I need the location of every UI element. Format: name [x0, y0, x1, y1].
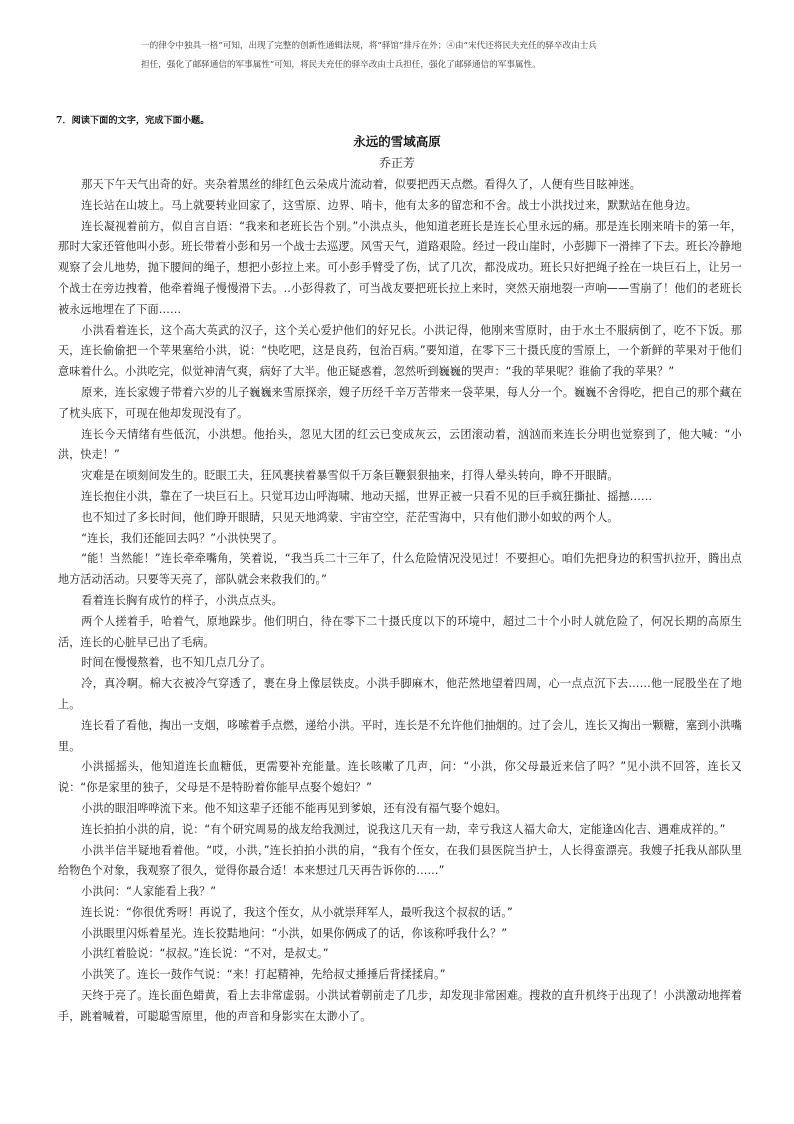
paragraph: 小洪半信半疑地看着他。“哎，小洪，”连长拍拍小洪的肩，“我有个侄女，在我们县医院当护士，人长得蛮漂亮。我嫂子托我从部队里给物色个对象，我观察了很久，觉得你最合适！本来想过几天再告诉你的……” — [58, 843, 742, 878]
paragraph: 小洪的眼泪哗哗流下来。他不知这辈子还能不能再见到爹娘，还有没有福气娶个媳妇。 — [81, 801, 507, 815]
paragraph: 小洪眼里闪烁着星光。连长狡黠地问：“小洪，如果你俩成了的话，你该称呼我什么？” — [81, 926, 508, 940]
paragraph: 小洪看着连长，这个高大英武的汉子，这个关心爱护他们的好兄长。小洪记得，他刚来雪原时，由于水土不服病倒了，吃不下饭。那天，连长偷偷把一个苹果塞给小洪，说：“快吃吧，这是良药，包治百病。”要知道，在零下三十摄氏度的雪原上，一个新鲜的苹果对于他们意味着什么。小洪吃完，似觉神清气爽，病好了大半。他正疑惑着，忽然听到巍巍的哭声：“我的苹果呢？谁偷了我的苹果？” — [58, 323, 742, 379]
paragraph: 小洪红着脸说：“叔叔。”连长说：“不对，是叔丈。” — [81, 947, 329, 961]
answer-explanation-note — [141, 37, 741, 75]
paragraph: “能！当然能！”连长牵牵嘴角，笑着说，“我当兵二十三年了，什么危险情况没见过！不要担心。咱们先把身边的积雪扒拉开，腾出点地方活动活动。只要等天亮了，部队就会来救我们的。” — [58, 552, 742, 587]
note-line: 一的律令中独具一格”可知，出现了完整的创新性通辑法规，将“驿馆”排斥在外；④由“宋代还将民夫充任的驿卒改由士兵 — [141, 41, 597, 51]
paragraph: 小洪问：“人家能看上我？” — [81, 885, 217, 899]
paragraph: 冷，真冷啊。棉大衣被冷气穿透了，裹在身上像层铁皮。小洪手脚麻木，他茫然地望着四周，心一点点沉下去……他一屁股坐在了地上。 — [58, 677, 742, 711]
paragraph: 天终于亮了。连长面色蜡黄，看上去非常虚弱。小洪试着朝前走了几步，却发现非常困难。搜救的直升机终于出现了！小洪激动地挥着手，跳着喊着，可聪聪雪原里，他的声音和身影实在太渺小了。 — [58, 989, 742, 1023]
paragraph: 连长今天情绪有些低沉，小洪想。他抬头，忽见大团的红云已变成灰云，云团滚动着，汹汹而来连长分明也觉察到了，他大喊：“小洪，快走！” — [58, 427, 742, 462]
paragraph: 两个人搓着手，哈着气，原地跺步。他们明白，待在零下二十摄氏度以下的环境中，超过二十个小时人就危险了，何况长期的高原生活，连长的心脏早已出了毛病。 — [58, 614, 742, 649]
paragraph: 小洪摇摇头，他知道连长血糖低，更需要补充能量。连长咳嗽了几声，问：“小洪，你父母最近来信了吗？”见小洪不回答，连长又说：“你是家里的独子，父母是不是特盼着你能早点娶个媳妇？” — [58, 760, 742, 795]
paragraph: 灾难是在顷刻间发生的。眨眼工夫，狂风裹挟着暴雪似千万条巨鞭狠狠抽来，打得人晕头转向，睁不开眼睛。 — [81, 469, 619, 483]
paragraph: 看着连长胸有成竹的样子，小洪点点头。 — [81, 593, 283, 607]
paragraph: “连长，我们还能回去吗？”小洪快哭了。 — [81, 531, 284, 545]
paragraph: 连长说：“你很优秀呀！再说了，我这个侄女，从小就崇拜军人，最听我这个叔叔的话。” — [81, 905, 513, 919]
paragraph: 那天下午天气出奇的好。夹杂着黑丝的绯红色云朵成片流动着，似要把西天点燃。看得久了，人便有些目眩神迷。 — [81, 178, 641, 191]
question-heading: 7．阅读下面的文字，完成下面小题。 — [56, 115, 210, 126]
paragraph: 连长站在山坡上。马上就要转业回家了，这雪原、边界、哨卡，他有太多的留恋和不舍。战士小洪找过来，默默站在他身边。 — [81, 198, 697, 212]
paragraph: 时间在慢慢熬着，也不知几点几分了。 — [81, 656, 272, 670]
paragraph: 连长看了看他，掏出一支烟，哆嗦着手点燃，递给小洪。平时，连长是不允许他们抽烟的。过了会儿，连长又掏出一颗糖，塞到小洪嘴里。 — [58, 718, 742, 753]
note-line: 担任，强化了邮驿通信的军事属性”可知，将民夫充任的驿卒改由士兵担任，强化了邮驿通信的军事属性。 — [141, 60, 541, 70]
paragraph: 连长凝视着前方，似自言自语：“我来和老班长告个别。”小洪点头，他知道老班长是连长心里永远的痛。那是连长刚来哨卡的第一年，那时大家还管他叫小彭。班长带着小彭和另一个战士去巡逻。风雪天气，道路艰险。经过一段山崖时，小彭脚下一滑摔了下去。班长冷静地观察了会儿地势，抛下腰间的绳子，想把小彭拉上来。可小彭手臂受了伤，试了几次，都没成功。班长只好把绳子拴在一块巨石上，让另一个战士在旁边拽着，他牵着绳子慢慢滑下去。..小彭得救了，可当战友要把班长拉上来时，突然天崩地裂一声响——雪崩了！他们的老班长被永远地埋在了下面…… — [58, 219, 742, 316]
paragraph: 连长抱住小洪，靠在了一块巨石上。只觉耳边山呼海啸、地动天摇，世界正被一只看不见的巨手疯狂撕扯、摇撼…… — [81, 489, 653, 503]
article-body — [58, 175, 742, 1028]
article-author: 乔正芳 — [378, 156, 415, 170]
paragraph: 小洪笑了。连长一鼓作气说：“来！打起精神，先给叔丈捶捶后背揉揉肩。” — [81, 968, 446, 982]
paragraph: 连长拍拍小洪的肩，说：“有个研究周易的战友给我测过，说我这几天有一劫，幸亏我这人福大命大，定能逢凶化吉、遇难成祥的。” — [81, 822, 726, 836]
paragraph: 原来，连长家嫂子带着六岁的儿子巍巍来雪原探亲，嫂子历经千辛万苦带来一袋苹果，每人分一个。巍巍不舍得吃，把自己的那个藏在了枕头底下，可现在他却发现没有了。 — [58, 385, 742, 420]
article-title: 永远的雪域高原 — [353, 134, 441, 149]
paragraph: 也不知过了多长时间，他们睁开眼睛，只见天地鸿蒙、宇宙空空，茫茫雪海中，只有他们渺小如蚁的两个人。 — [81, 510, 619, 524]
